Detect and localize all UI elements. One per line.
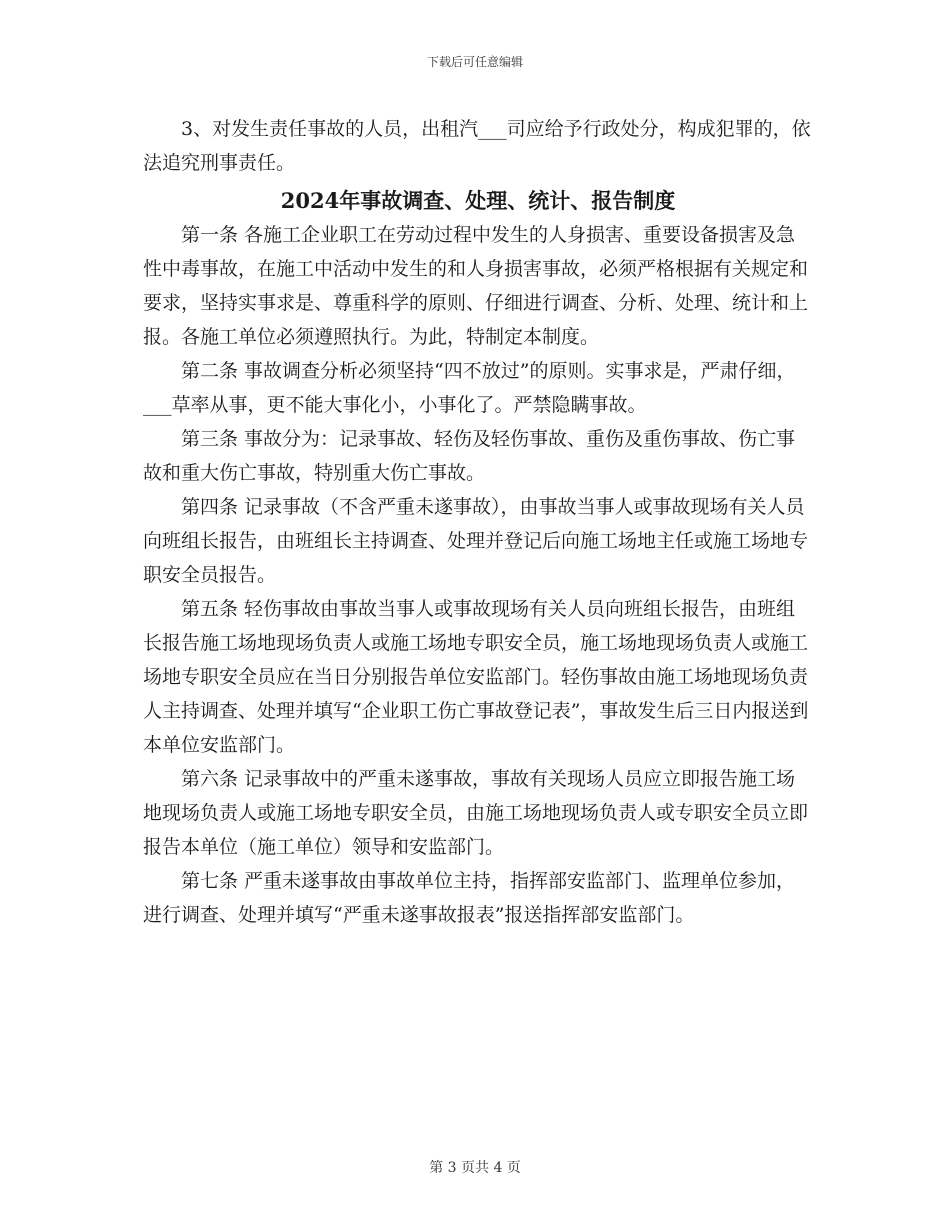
article-2: 第二条 事故调查分析必须坚持“四不放过”的原则。实事求是，严肃仔细，___草率从事，更不能大事化小，小事化了。严禁隐瞒事故。 xyxy=(143,360,796,416)
article-3: 第三条 事故分为：记录事故、轻伤及轻伤事故、重伤及重伤事故、伤亡事故和重大伤亡事故，特别重大伤亡事故。 xyxy=(143,428,796,484)
document-body xyxy=(143,112,813,932)
article-6: 第六条 记录事故中的严重未遂事故，事故有关现场人员应立即报告施工场地现场负责人或施工场地专职安全员，由施工场地现场负责人或专职安全员立即报告本单位（施工单位）领导和安监部门。 xyxy=(143,768,809,858)
article-1: 第一条 各施工企业职工在劳动过程中发生的人身损害、重要设备损害及急性中毒事故，在施工中活动中发生的和人身损害事故，必须严格根据有关规定和要求，坚持实事求是、尊重科学的原则、仔细进行调查、分析、处理、统计和上报。各施工单位必须遵照执行。为此，特制定本制度。 xyxy=(143,224,809,348)
document-title: 2024年事故调查、处理、统计、报告制度 xyxy=(280,188,676,213)
article-7: 第七条 严重未遂事故由事故单位主持，指挥部安监部门、监理单位参加，进行调查、处理并填写“严重未遂事故报表”报送指挥部安监部门。 xyxy=(143,870,796,926)
article-4: 第四条 记录事故（不含严重未遂事故），由事故当事人或事故现场有关人员向班组长报告，由班组长主持调查、处理并登记后向施工场地主任或施工场地专职安全员报告。 xyxy=(143,496,809,586)
page-footer: 第 3 页共 4 页 xyxy=(429,1160,521,1176)
intro-item-3: 3、对发生责任事故的人员，出租汽___司应给予行政处分，构成犯罪的，依法追究刑事责任。 xyxy=(143,118,811,174)
page-header: 下载后可任意编辑 xyxy=(426,55,523,69)
article-5: 第五条 轻伤事故由事故当事人或事故现场有关人员向班组长报告，由班组长报告施工场地现场负责人或施工场地专职安全员，施工场地现场负责人或施工场地专职安全员应在当日分别报告单位安监部门。轻伤事故由施工场地现场负责人主持调查、处理并填写“企业职工伤亡事故登记表”，事故发生后三日内报送到本单位安监部门。 xyxy=(143,598,809,756)
